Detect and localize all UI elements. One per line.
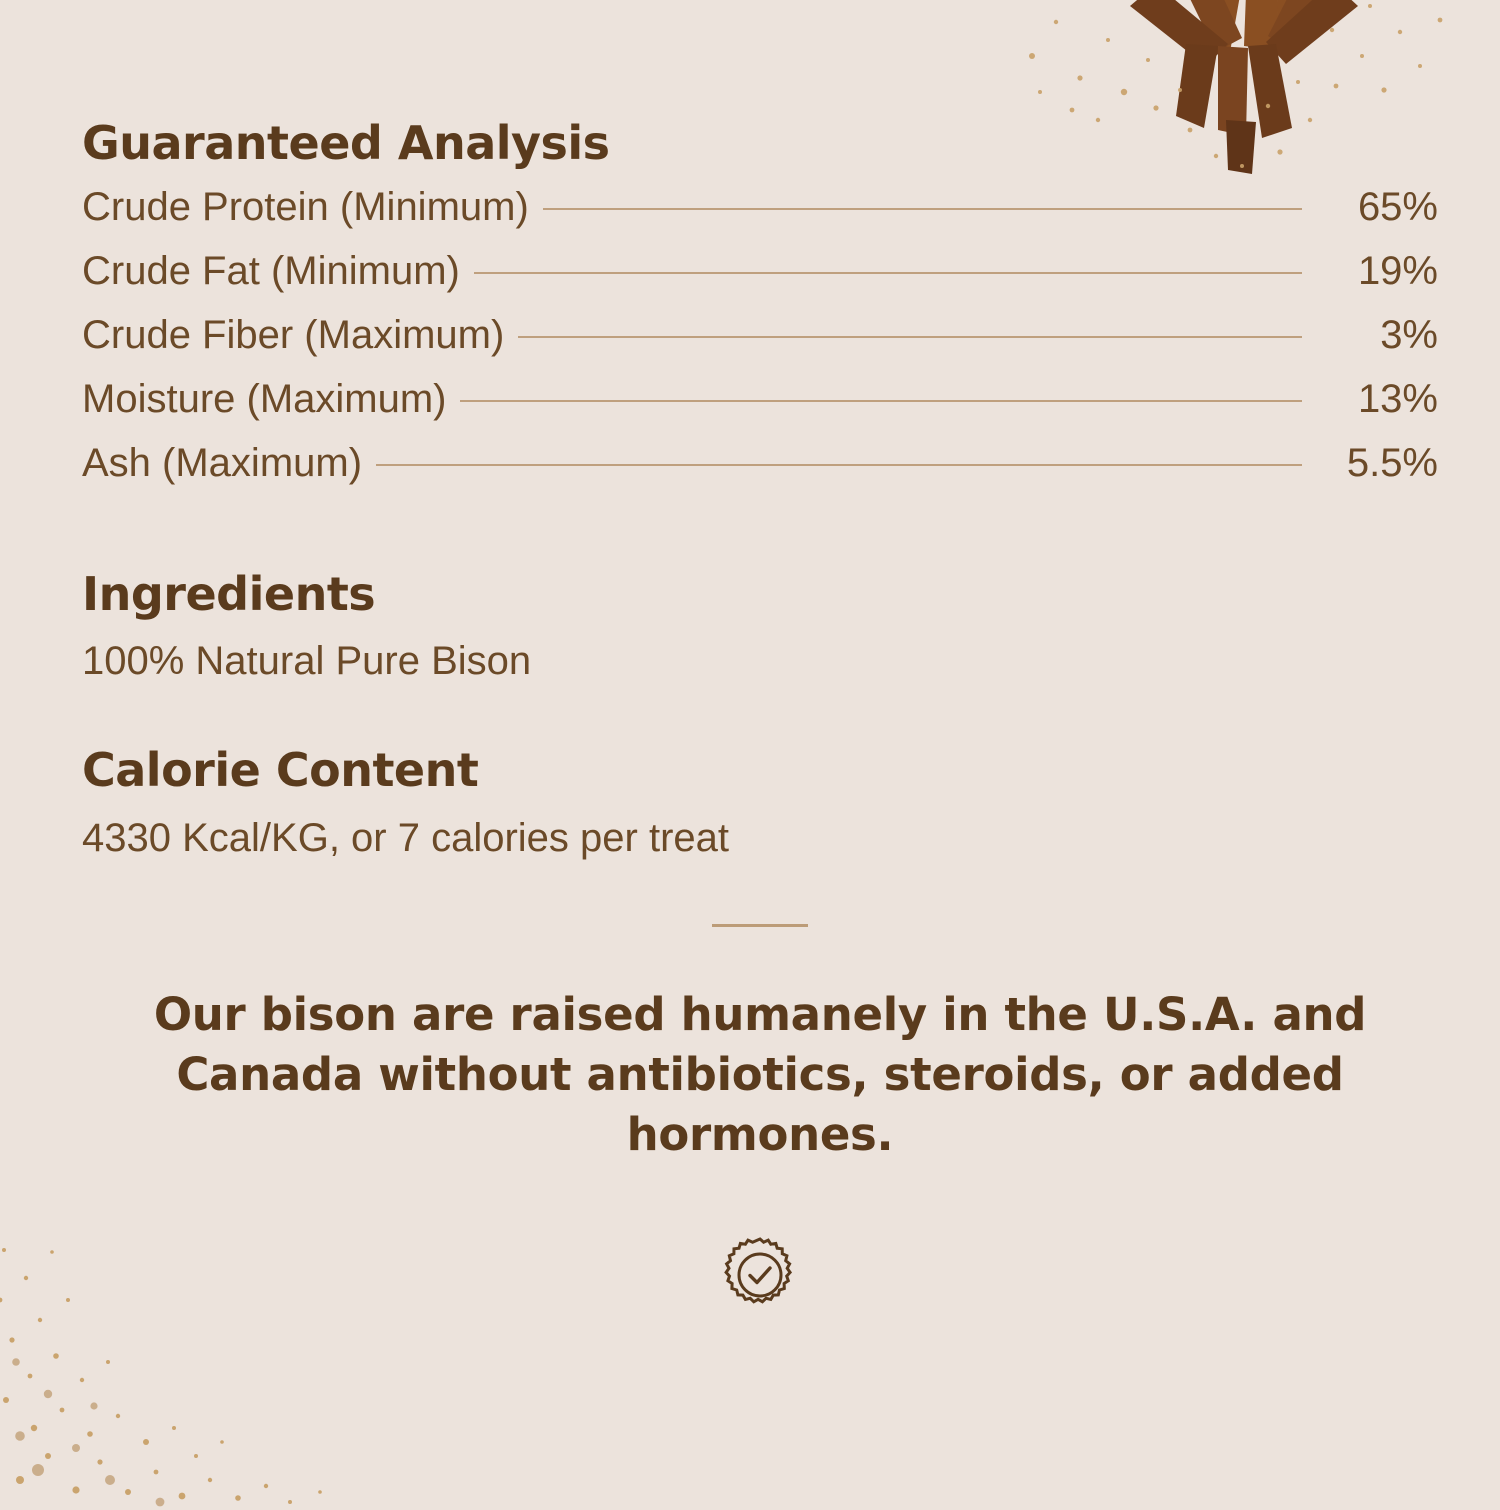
leader-line xyxy=(474,272,1302,274)
calorie-content-title: Calorie Content xyxy=(82,743,479,798)
calorie-content-text: 4330 Kcal/KG, or 7 calories per treat xyxy=(82,815,729,860)
badge-wrap xyxy=(82,1232,1438,1323)
analysis-label: Crude Fat (Minimum) xyxy=(82,248,460,293)
guaranteed-analysis-title: Guaranteed Analysis xyxy=(82,116,610,170)
ingredients-title: Ingredients xyxy=(82,566,376,621)
sourcing-claim: Our bison are raised humanely in the U.S.A. and Canada without antibiotics, steroids, or added hormones. xyxy=(153,987,1367,1162)
analysis-row xyxy=(82,376,1438,421)
divider-wrap xyxy=(82,924,1438,927)
leader-line xyxy=(543,208,1302,210)
analysis-label: Crude Protein (Minimum) xyxy=(82,184,529,229)
analysis-label: Ash (Maximum) xyxy=(82,440,363,485)
ingredients-text: 100% Natural Pure Bison xyxy=(82,639,532,684)
section-divider xyxy=(712,924,808,927)
checkmark-seal-icon xyxy=(717,1232,803,1323)
analysis-value: 13% xyxy=(1357,376,1438,421)
spacer xyxy=(82,507,1438,569)
spacer xyxy=(82,685,1438,745)
analysis-label: Moisture (Maximum) xyxy=(82,376,447,421)
guaranteed-analysis-list xyxy=(82,184,1438,485)
analysis-row xyxy=(82,184,1438,229)
analysis-label: Crude Fiber (Maximum) xyxy=(82,312,505,357)
analysis-value: 65% xyxy=(1357,184,1438,229)
analysis-value: 19% xyxy=(1357,248,1438,293)
analysis-row xyxy=(82,312,1438,357)
leader-line xyxy=(518,336,1302,338)
leader-line xyxy=(460,400,1302,402)
analysis-row xyxy=(82,440,1438,485)
analysis-row xyxy=(82,248,1438,293)
analysis-value: 5.5% xyxy=(1346,440,1438,485)
analysis-value: 3% xyxy=(1380,312,1438,357)
leader-line xyxy=(376,464,1302,466)
